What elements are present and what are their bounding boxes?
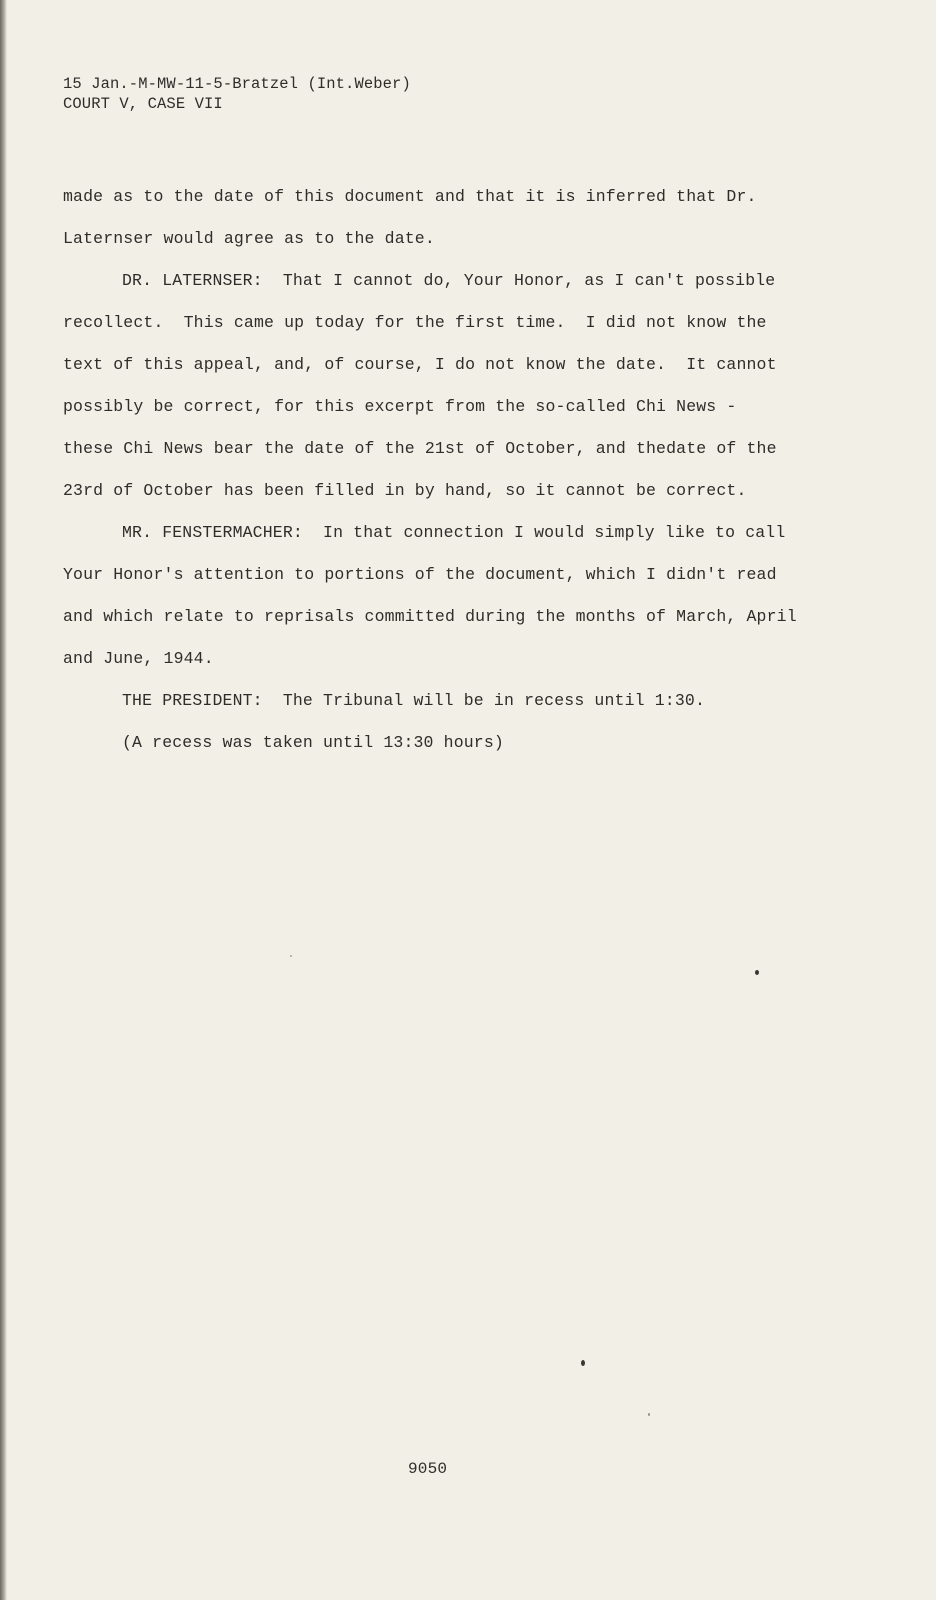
page-number: 9050 bbox=[408, 1460, 448, 1478]
body-line: these Chi News bear the date of the 21st of October, and thedate of the bbox=[63, 439, 777, 458]
body-line: and June, 1944. bbox=[63, 649, 214, 668]
body-line: (A recess was taken until 13:30 hours) bbox=[122, 733, 504, 752]
ink-speck bbox=[290, 955, 292, 957]
body-line: made as to the date of this document and that it is inferred that Dr. bbox=[63, 187, 757, 206]
ink-speck bbox=[581, 1360, 585, 1366]
header-case-reference: 15 Jan.-M-MW-11-5-Bratzel (Int.Weber) bbox=[63, 75, 411, 93]
transcript-body bbox=[63, 176, 883, 764]
page-edge-shadow bbox=[0, 0, 7, 1600]
body-line: recollect. This came up today for the first time. I did not know the bbox=[63, 313, 767, 332]
ink-speck bbox=[755, 970, 759, 975]
body-line: 23rd of October has been filled in by hand, so it cannot be correct. bbox=[63, 481, 747, 500]
body-line: possibly be correct, for this excerpt from the so-called Chi News - bbox=[63, 397, 737, 416]
body-line: DR. LATERNSER: That I cannot do, Your Honor, as I can't possible bbox=[122, 271, 776, 290]
body-line: Your Honor's attention to portions of the document, which I didn't read bbox=[63, 565, 777, 584]
ink-speck bbox=[648, 1413, 650, 1416]
header-court-case: COURT V, CASE VII bbox=[63, 95, 223, 113]
document-header bbox=[63, 74, 411, 114]
body-line: THE PRESIDENT: The Tribunal will be in recess until 1:30. bbox=[122, 691, 705, 710]
body-line: text of this appeal, and, of course, I do not know the date. It cannot bbox=[63, 355, 777, 374]
body-line: Laternser would agree as to the date. bbox=[63, 229, 435, 248]
body-line: and which relate to reprisals committed during the months of March, April bbox=[63, 607, 797, 626]
body-line: MR. FENSTERMACHER: In that connection I would simply like to call bbox=[122, 523, 786, 542]
